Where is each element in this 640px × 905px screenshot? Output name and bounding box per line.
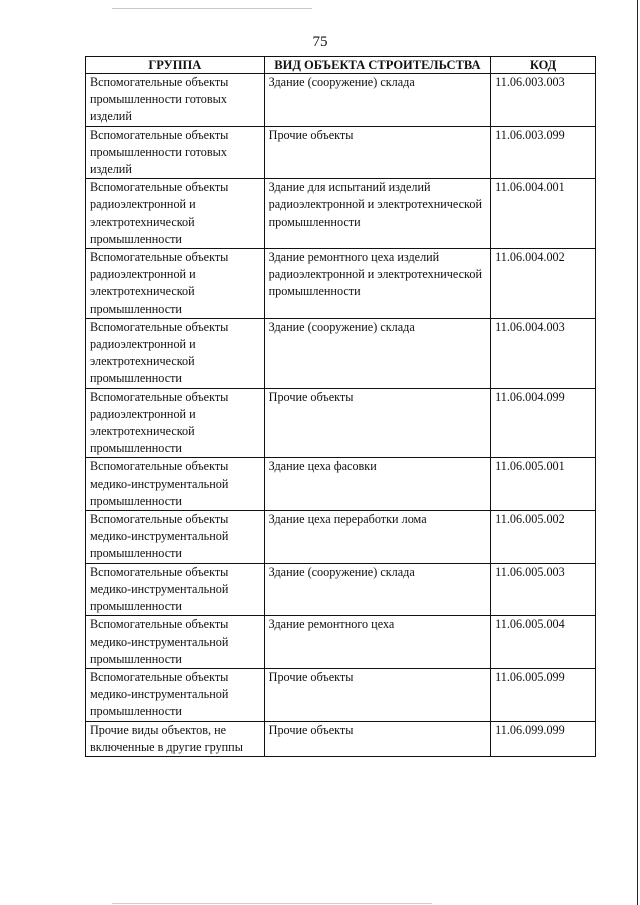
cell-group: Прочие виды объектов, не включенные в другие группы [86,721,265,756]
cell-group: Вспомогательные объекты радиоэлектронной и электротехнической промышленности [86,249,265,319]
table-row [86,126,596,179]
cell-group: Вспомогательные объекты медико-инструментальной промышленности [86,458,265,511]
cell-type: Здание (сооружение) склада [264,318,490,388]
cell-group: Вспомогательные объекты медико-инструментальной промышленности [86,563,265,616]
cell-code: 11.06.003.003 [491,74,596,127]
cell-group: Вспомогательные объекты медико-инструментальной промышленности [86,511,265,564]
cell-type: Здание (сооружение) склада [264,74,490,127]
cell-code: 11.06.099.099 [491,721,596,756]
table-row [86,74,596,127]
table-row [86,721,596,756]
scan-edge-bottom [112,903,432,904]
cell-type: Прочие объекты [264,721,490,756]
table-row [86,563,596,616]
cell-type: Здание цеха переработки лома [264,511,490,564]
table-row [86,318,596,388]
cell-group: Вспомогательные объекты медико-инструментальной промышленности [86,616,265,669]
cell-type: Здание ремонтного цеха [264,616,490,669]
table-row [86,616,596,669]
header-group: ГРУППА [86,57,265,74]
cell-group: Вспомогательные объекты радиоэлектронной и электротехнической промышленности [86,388,265,458]
cell-type: Здание ремонтного цеха изделий радиоэлектронной и электротехнической промышленности [264,249,490,319]
table-row [86,511,596,564]
cell-code: 11.06.005.003 [491,563,596,616]
cell-code: 11.06.005.002 [491,511,596,564]
header-code: КОД [491,57,596,74]
cell-type: Здание цеха фасовки [264,458,490,511]
cell-group: Вспомогательные объекты промышленности готовых изделий [86,126,265,179]
scan-edge-top [112,8,312,9]
table-row [86,458,596,511]
table-row [86,249,596,319]
cell-group: Вспомогательные объекты радиоэлектронной и электротехнической промышленности [86,318,265,388]
cell-type: Прочие объекты [264,126,490,179]
table-row [86,179,596,249]
cell-group: Вспомогательные объекты медико-инструментальной промышленности [86,668,265,721]
cell-type: Прочие объекты [264,668,490,721]
cell-code: 11.06.005.099 [491,668,596,721]
scan-edge-right [637,0,638,905]
table-header-row [86,57,596,74]
cell-type: Прочие объекты [264,388,490,458]
cell-type: Здание для испытаний изделий радиоэлектронной и электротехнической промышленности [264,179,490,249]
cell-code: 11.06.005.001 [491,458,596,511]
table-row [86,668,596,721]
classification-table [85,56,596,757]
cell-code: 11.06.004.002 [491,249,596,319]
cell-code: 11.06.004.001 [491,179,596,249]
header-type: ВИД ОБЪЕКТА СТРОИТЕЛЬСТВА [264,57,490,74]
cell-type: Здание (сооружение) склада [264,563,490,616]
cell-code: 11.06.003.099 [491,126,596,179]
page-number: 75 [312,34,328,50]
cell-code: 11.06.005.004 [491,616,596,669]
cell-code: 11.06.004.003 [491,318,596,388]
cell-group: Вспомогательные объекты промышленности готовых изделий [86,74,265,127]
table-row [86,388,596,458]
cell-code: 11.06.004.099 [491,388,596,458]
cell-group: Вспомогательные объекты радиоэлектронной и электротехнической промышленности [86,179,265,249]
